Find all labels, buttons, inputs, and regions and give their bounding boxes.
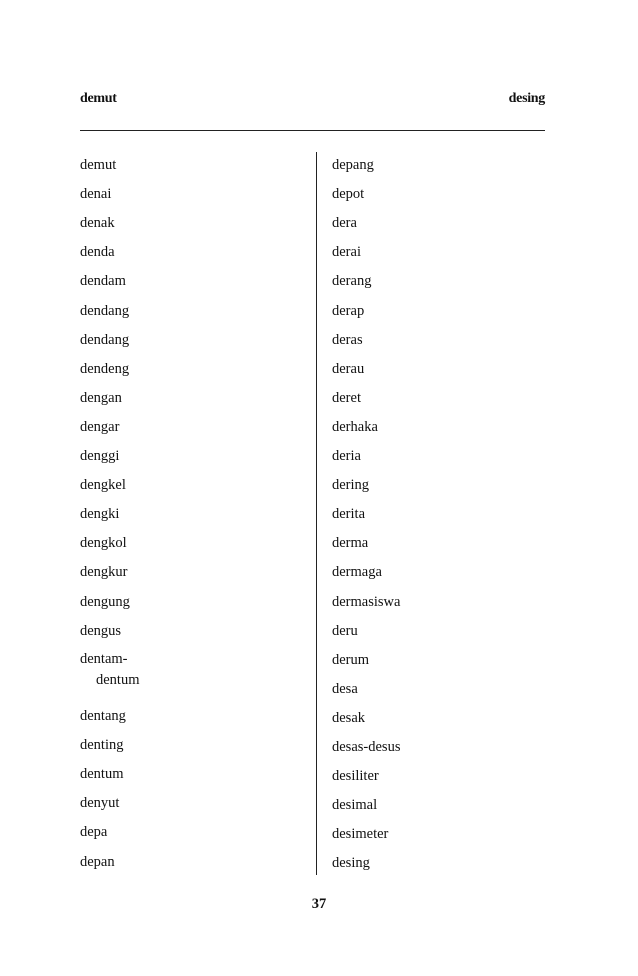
headword: dendam	[80, 273, 126, 289]
headword: dermaga	[332, 564, 382, 580]
headword: denai	[80, 186, 112, 202]
headword: dentang	[80, 708, 126, 724]
headword: derap	[332, 303, 365, 319]
headword: dengung	[80, 594, 130, 610]
headword: desa	[332, 681, 358, 697]
headword: dendang	[80, 332, 130, 348]
headword: depa	[80, 824, 108, 840]
headword: desimeter	[332, 826, 389, 842]
headword: dera	[332, 215, 357, 231]
headword: derum	[332, 652, 370, 668]
headword: derma	[332, 535, 369, 551]
headword-continuation: dentum	[96, 672, 140, 688]
headword: dentam-	[80, 651, 128, 667]
headword: derang	[332, 273, 372, 289]
headword: dengan	[80, 390, 122, 406]
headword: desak	[332, 710, 366, 726]
header-rule	[80, 130, 545, 131]
headword: denak	[80, 215, 115, 231]
headword: dering	[332, 477, 370, 493]
headword: denggi	[80, 448, 120, 464]
headword: dengki	[80, 506, 120, 522]
column-divider	[316, 152, 317, 875]
headword: deret	[332, 390, 361, 406]
headword: derau	[332, 361, 365, 377]
headword: derai	[332, 244, 361, 260]
headword: denda	[80, 244, 115, 260]
headword: deru	[332, 623, 358, 639]
headword: dengkel	[80, 477, 126, 493]
headword: depot	[332, 186, 365, 202]
running-header-left: demut	[80, 91, 117, 106]
headword: dermasiswa	[332, 594, 401, 610]
headword: derita	[332, 506, 366, 522]
headword: dengar	[80, 419, 120, 435]
headword: deria	[332, 448, 361, 464]
headword: desimal	[332, 797, 378, 813]
running-header-right: desing	[508, 91, 545, 106]
headword: derhaka	[332, 419, 378, 435]
headword: deras	[332, 332, 363, 348]
headword: dengus	[80, 623, 122, 639]
headword: denyut	[80, 795, 120, 811]
headword: dengkol	[80, 535, 127, 551]
headword: dengkur	[80, 564, 128, 580]
headword: desing	[332, 855, 370, 871]
headword: denting	[80, 737, 124, 753]
headword: dendeng	[80, 361, 130, 377]
headword: dentum	[80, 766, 124, 782]
headword: demut	[80, 157, 117, 173]
page-number: 37	[311, 896, 327, 912]
headword: desiliter	[332, 768, 379, 784]
headword: desas-desus	[332, 739, 401, 755]
headword: depang	[332, 157, 374, 173]
headword: depan	[80, 854, 115, 870]
headword: dendang	[80, 303, 130, 319]
